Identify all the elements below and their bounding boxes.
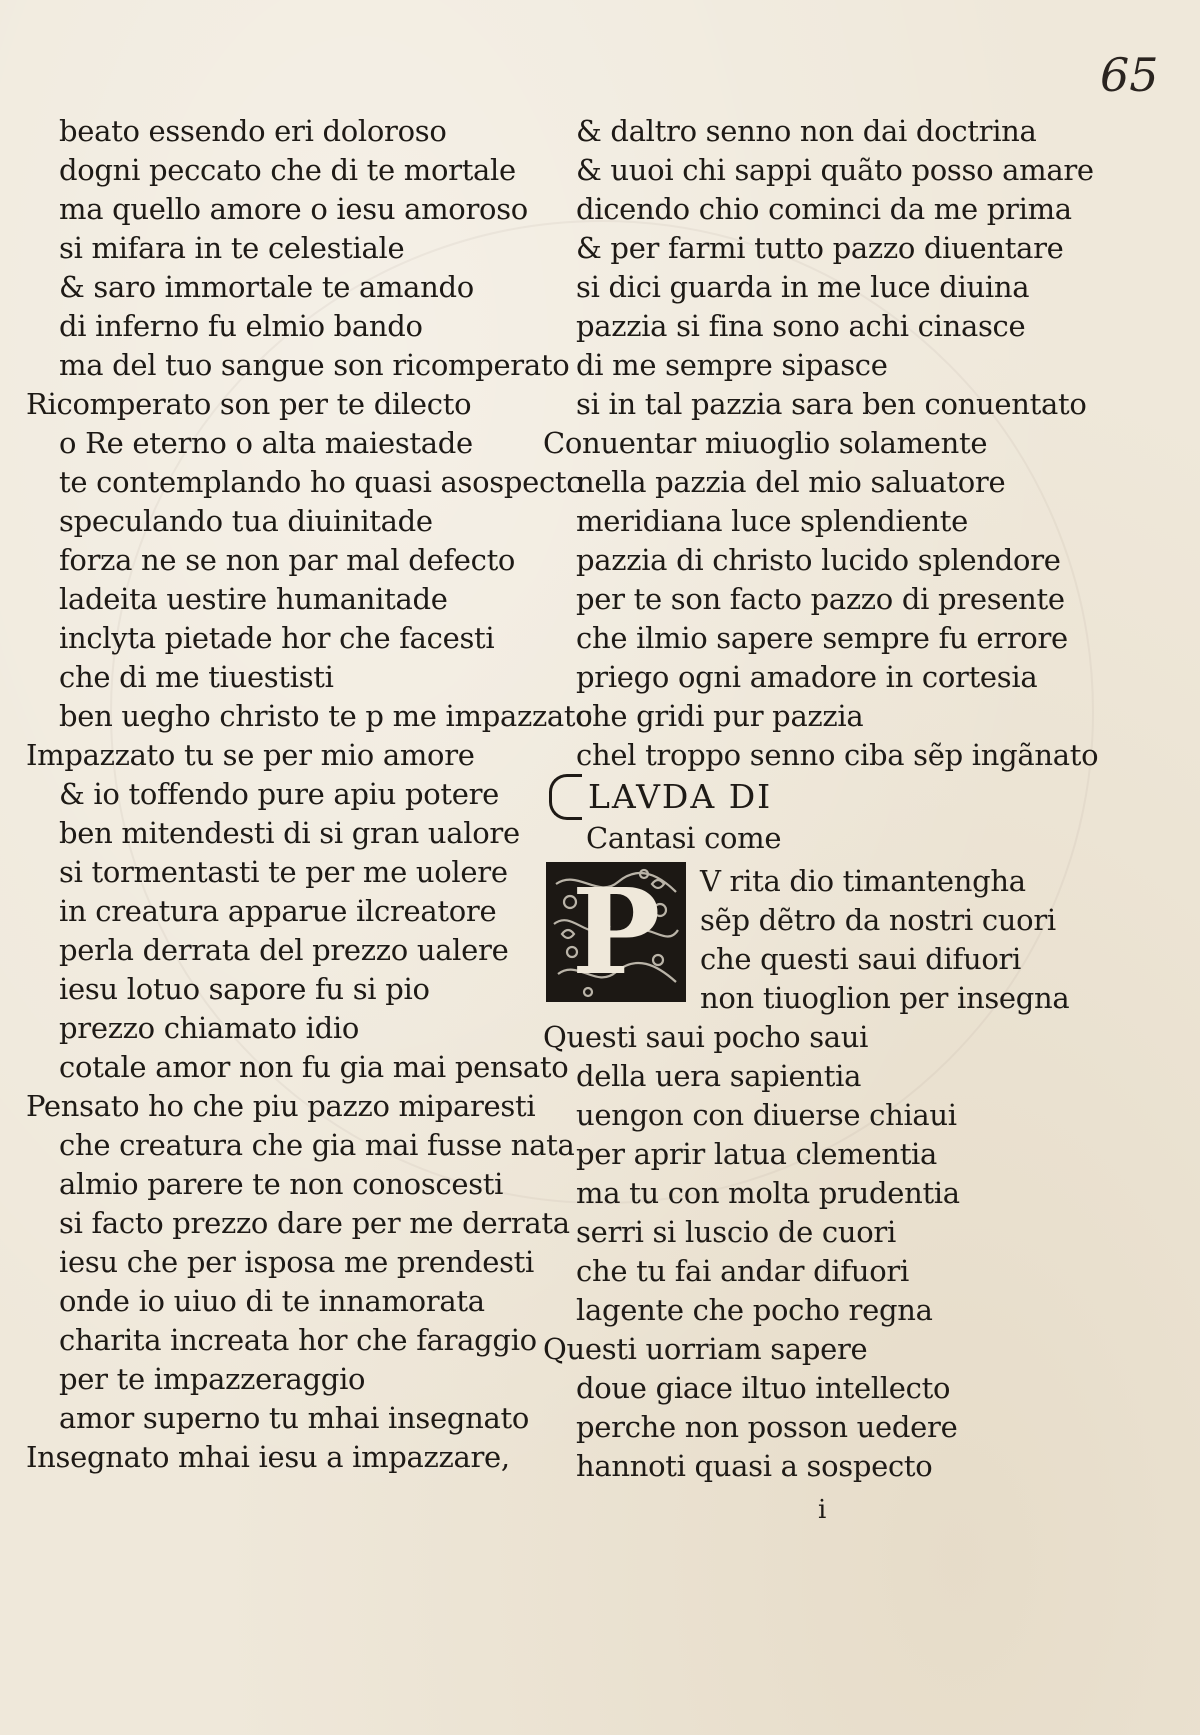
- verse-line: della uera sapientia: [576, 1059, 862, 1093]
- lauda-heading-text: LAVDA DI: [588, 777, 773, 816]
- verse-line: ma tu con molta prudentia: [576, 1176, 960, 1210]
- verse-line: amor superno tu mhai insegnato: [59, 1401, 529, 1435]
- verse-line: charita increata hor che faraggio: [59, 1323, 537, 1357]
- verse-line: che di me tiuestisti: [59, 660, 334, 694]
- verse-line: ma quello amore o iesu amoroso: [59, 192, 528, 226]
- verse-line: onde io uiuo di te innamorata: [59, 1284, 485, 1318]
- verse-line: dogni peccato che di te mortale: [59, 153, 516, 187]
- signature-mark: i: [818, 1495, 827, 1525]
- stanza-first-line: Insegnato mhai iesu a impazzare,: [26, 1440, 510, 1474]
- stanza-first-line: Ricomperato son per te dilecto: [26, 387, 472, 421]
- verse-line: & saro immortale te amando: [59, 270, 474, 304]
- right-column-verses-bottom: [543, 1018, 1063, 1486]
- verse-line: doue giace iltuo intellecto: [576, 1371, 951, 1405]
- pilcrow-mark-icon: [549, 774, 582, 820]
- verse-line: beato essendo eri doloroso: [59, 114, 447, 148]
- verse-line: ma del tuo sangue son ricomperato: [59, 348, 570, 382]
- stanza-first-line: Questi uorriam sapere: [543, 1332, 868, 1366]
- verse-line: non tiuoglion per insegna: [700, 981, 1070, 1015]
- verse-line: V rita dio timantengha: [700, 864, 1026, 898]
- verse-line: & io toffendo pure apiu potere: [59, 777, 500, 811]
- decorated-initial: [546, 862, 686, 1002]
- folio-number: 65: [1100, 48, 1159, 102]
- initial-block: [543, 862, 1070, 1018]
- verse-line: di me sempre sipasce: [576, 348, 888, 382]
- verse-line: priego ogni amadore in cortesia: [576, 660, 1038, 694]
- verse-line: perche non posson uedere: [576, 1410, 958, 1444]
- verse-line: di inferno fu elmio bando: [59, 309, 423, 343]
- verse-line: inclyta pietade hor che facesti: [59, 621, 495, 655]
- verse-line: perla derrata del prezzo ualere: [59, 933, 509, 967]
- verse-line: che questi saui difuori: [700, 942, 1022, 976]
- verse-line: iesu che per isposa me prendesti: [59, 1245, 534, 1279]
- verse-line: chel troppo senno ciba sẽp ingãnato: [576, 738, 1099, 772]
- stanza-first-line: Impazzato tu se per mio amore: [26, 738, 475, 772]
- verse-line: meridiana luce splendiente: [576, 504, 968, 538]
- verse-line: per te impazzeraggio: [59, 1362, 366, 1396]
- verse-line: iesu lotuo sapore fu si pio: [59, 972, 430, 1006]
- left-column: [26, 112, 593, 1477]
- verse-line: almio parere te non conoscesti: [59, 1167, 504, 1201]
- verse-line: lagente che pocho regna: [576, 1293, 933, 1327]
- verse-line: che gridi pur pazzia: [576, 699, 864, 733]
- verse-line: ben uegho christo te p me impazzato: [59, 699, 593, 733]
- initial-adjacent-lines: [700, 862, 1069, 1018]
- verse-line: per aprir latua clementia: [576, 1137, 938, 1171]
- initial-letter: P: [571, 862, 661, 1001]
- verse-line: & per farmi tutto pazzo diuentare: [576, 231, 1064, 265]
- verse-line: & daltro senno non dai doctrina: [576, 114, 1037, 148]
- verse-line: che tu fai andar difuori: [576, 1254, 909, 1288]
- verse-line: che ilmio sapere sempre fu errore: [576, 621, 1068, 655]
- verse-line: te contemplando ho quasi asospecto: [59, 465, 584, 499]
- verse-line: cotale amor non fu gia mai pensato: [59, 1050, 569, 1084]
- verse-line: sẽp dẽtro da nostri cuori: [700, 903, 1056, 937]
- verse-line: dicendo chio cominci da me prima: [576, 192, 1072, 226]
- lauda-heading: [543, 775, 1063, 819]
- stanza-first-line: Conuentar miuoglio solamente: [543, 426, 988, 460]
- verse-line: per te son facto pazzo di presente: [576, 582, 1065, 616]
- stanza-first-line: Questi saui pocho saui: [543, 1020, 869, 1054]
- verse-line: ben mitendesti di si gran ualore: [59, 816, 520, 850]
- right-column: [543, 112, 1099, 1486]
- verse-line: ladeita uestire humanitade: [59, 582, 448, 616]
- verse-line: si facto prezzo dare per me derrata: [59, 1206, 570, 1240]
- stanza-first-line: Pensato ho che piu pazzo miparesti: [26, 1089, 536, 1123]
- verse-line: prezzo chiamato idio: [59, 1011, 360, 1045]
- verse-line: pazzia di christo lucido splendore: [576, 543, 1061, 577]
- verse-line: uengon con diuerse chiaui: [576, 1098, 957, 1132]
- verse-line: si dici guarda in me luce diuina: [576, 270, 1030, 304]
- verse-line: o Re eterno o alta maiestade: [59, 426, 473, 460]
- right-column-verses: [543, 112, 1099, 775]
- verse-line: si mifara in te celestiale: [59, 231, 405, 265]
- verse-line: speculando tua diuinitade: [59, 504, 433, 538]
- verse-line: & uuoi chi sappi quãto posso amare: [576, 153, 1094, 187]
- verse-line: si in tal pazzia sara ben conuentato: [576, 387, 1087, 421]
- lauda-subheading: Cantasi come: [586, 821, 782, 855]
- verse-line: pazzia si fina sono achi cinasce: [576, 309, 1026, 343]
- verse-line: si tormentasti te per me uolere: [59, 855, 508, 889]
- verse-line: che creatura che gia mai fusse nata: [59, 1128, 575, 1162]
- verse-line: in creatura apparue ilcreatore: [59, 894, 497, 928]
- verse-line: nella pazzia del mio saluatore: [576, 465, 1006, 499]
- verse-line: serri si luscio de cuori: [576, 1215, 896, 1249]
- verse-line: forza ne se non par mal defecto: [59, 543, 516, 577]
- verse-line: hannoti quasi a sospecto: [576, 1449, 933, 1483]
